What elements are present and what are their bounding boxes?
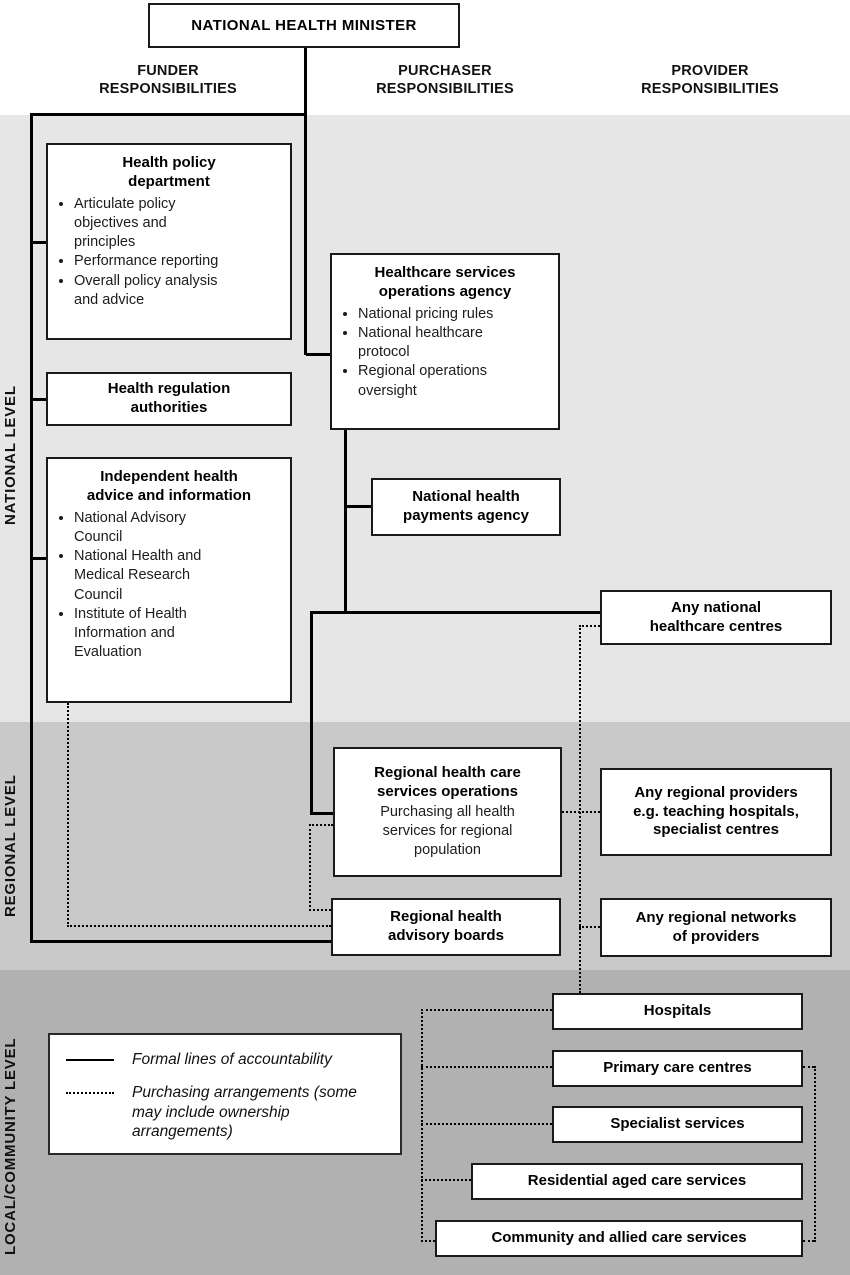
box-independent-health-advice	[46, 457, 292, 703]
solid-connector-into-regional-ops	[310, 812, 333, 815]
bullet-item: • National Advisory Council	[74, 509, 226, 548]
bullet-item: • National Health and Medical Research Council	[74, 547, 226, 605]
bullet-item: • Overall policy analysis and advice	[74, 272, 226, 311]
box-regional-health-care-services-operations	[333, 747, 562, 877]
solid-connector-funder-spine	[30, 113, 33, 943]
dotted-connector-local-right-spine	[814, 1066, 816, 1242]
box-title: Hospitals	[643, 1002, 712, 1020]
band-label-national: NATIONAL LEVEL	[2, 385, 19, 525]
box-title: Independent health advice and information	[86, 468, 252, 504]
box-title: Community and allied care services	[491, 1229, 747, 1247]
bullet-list	[332, 305, 558, 401]
box-national-health-payments-agency	[371, 478, 561, 536]
dotted-connector-to-regional-networks	[579, 926, 600, 928]
box-title: NATIONAL HEALTH MINISTER	[191, 17, 417, 34]
dotted-connector-to-national-centres	[579, 625, 600, 627]
box-title: Health regulation authorities	[107, 380, 231, 416]
band-label-regional: REGIONAL LEVEL	[2, 774, 19, 918]
dotted-connector-provider-spine	[579, 625, 581, 993]
box-content	[360, 764, 535, 860]
box-title: Any regional providers e.g. teaching hospitals, specialist centres	[633, 783, 799, 839]
dotted-connector-bracket-bottom	[309, 909, 331, 911]
dotted-connector-community-right	[803, 1240, 814, 1242]
box-title: National health payments agency	[403, 488, 529, 524]
box-title: Regional health advisory boards	[388, 908, 504, 944]
box-title: Any national healthcare centres	[649, 598, 783, 635]
box-title: Health policy department	[122, 154, 216, 190]
dotted-connector-independent-to-advisory	[67, 925, 331, 927]
box-any-national-healthcare-centres	[600, 590, 832, 645]
column-header-purchaser: PURCHASER RESPONSIBILITIES	[376, 63, 514, 98]
solid-line-sample-icon	[66, 1059, 114, 1061]
bullet-item: • Performance reporting	[74, 252, 226, 271]
legend-dotted-label: Purchasing arrangements (some may include ownership arrangements)	[132, 1083, 357, 1141]
solid-connector-top-horizontal	[30, 113, 306, 116]
box-hospitals	[552, 993, 803, 1030]
bullet-item: • Institute of Health Information and Evaluation	[74, 605, 226, 663]
box-any-regional-providers	[600, 768, 832, 856]
box-primary-care-centres	[552, 1050, 803, 1087]
band-label-local-community: LOCAL/COMMUNITY LEVEL	[2, 1037, 19, 1255]
column-header-provider: PROVIDER RESPONSIBILITIES	[641, 63, 779, 98]
legend-row-solid	[66, 1050, 388, 1070]
bullet-list	[48, 195, 290, 311]
solid-connector-branch-regulation	[33, 398, 46, 401]
bullet-item: • National healthcare protocol	[358, 324, 523, 363]
solid-connector-branch-payments	[346, 505, 371, 508]
column-header-funder: FUNDER RESPONSIBILITIES	[99, 63, 237, 98]
dotted-connector-to-hospitals	[421, 1009, 552, 1011]
box-title: Residential aged care services	[527, 1172, 747, 1190]
box-title: Healthcare services operations agency	[374, 264, 516, 300]
solid-connector-to-national-centres	[310, 611, 600, 614]
box-subtitle: Purchasing all health services for regional population	[380, 804, 515, 859]
bullet-item: • Regional operations oversight	[358, 362, 523, 401]
box-health-regulation-authorities	[46, 372, 292, 426]
box-health-policy-department	[46, 143, 292, 340]
box-title: Any regional networks of providers	[635, 908, 797, 945]
legend-solid-label: Formal lines of accountability	[132, 1051, 332, 1068]
dotted-connector-ops-advisory-bracket	[309, 824, 311, 911]
dotted-connector-independent-vertical	[67, 703, 69, 927]
dotted-connector-to-specialist	[421, 1123, 552, 1125]
dotted-line-sample-icon	[66, 1092, 114, 1094]
dotted-connector-to-primary-care	[421, 1066, 552, 1068]
box-national-health-minister	[148, 3, 460, 48]
box-community-allied-care-services	[435, 1220, 803, 1257]
legend-row-dotted	[66, 1083, 388, 1142]
bullet-item: • Articulate policy objectives and principles	[74, 195, 226, 253]
dotted-connector-ops-to-regional-providers	[562, 811, 600, 813]
solid-connector-hso-vertical	[344, 430, 347, 613]
dotted-connector-to-residential	[421, 1179, 471, 1181]
box-specialist-services	[552, 1106, 803, 1143]
box-title: Primary care centres	[603, 1059, 752, 1077]
box-any-regional-networks	[600, 898, 832, 957]
solid-connector-branch-independent	[33, 557, 46, 560]
solid-connector-minister-vertical	[304, 47, 307, 355]
solid-connector-minister-to-hso	[306, 353, 330, 356]
box-residential-aged-care-services	[471, 1163, 803, 1200]
bullet-item: • National pricing rules	[358, 305, 523, 324]
solid-connector-down-to-regional-ops	[310, 611, 313, 814]
dotted-connector-local-left-spine	[421, 1009, 423, 1242]
bullet-list	[48, 509, 290, 663]
solid-connector-spine-to-advisory	[30, 940, 331, 943]
box-title: Regional health care services operations	[374, 763, 521, 800]
dotted-connector-bracket-top	[309, 824, 333, 826]
legend	[48, 1033, 402, 1155]
box-healthcare-services-operations-agency	[330, 253, 560, 430]
solid-connector-branch-health-policy	[33, 241, 46, 244]
dotted-connector-primary-right	[803, 1066, 814, 1068]
box-regional-health-advisory-boards	[331, 898, 561, 956]
dotted-connector-to-community	[421, 1240, 435, 1242]
box-title: Specialist services	[610, 1115, 745, 1133]
